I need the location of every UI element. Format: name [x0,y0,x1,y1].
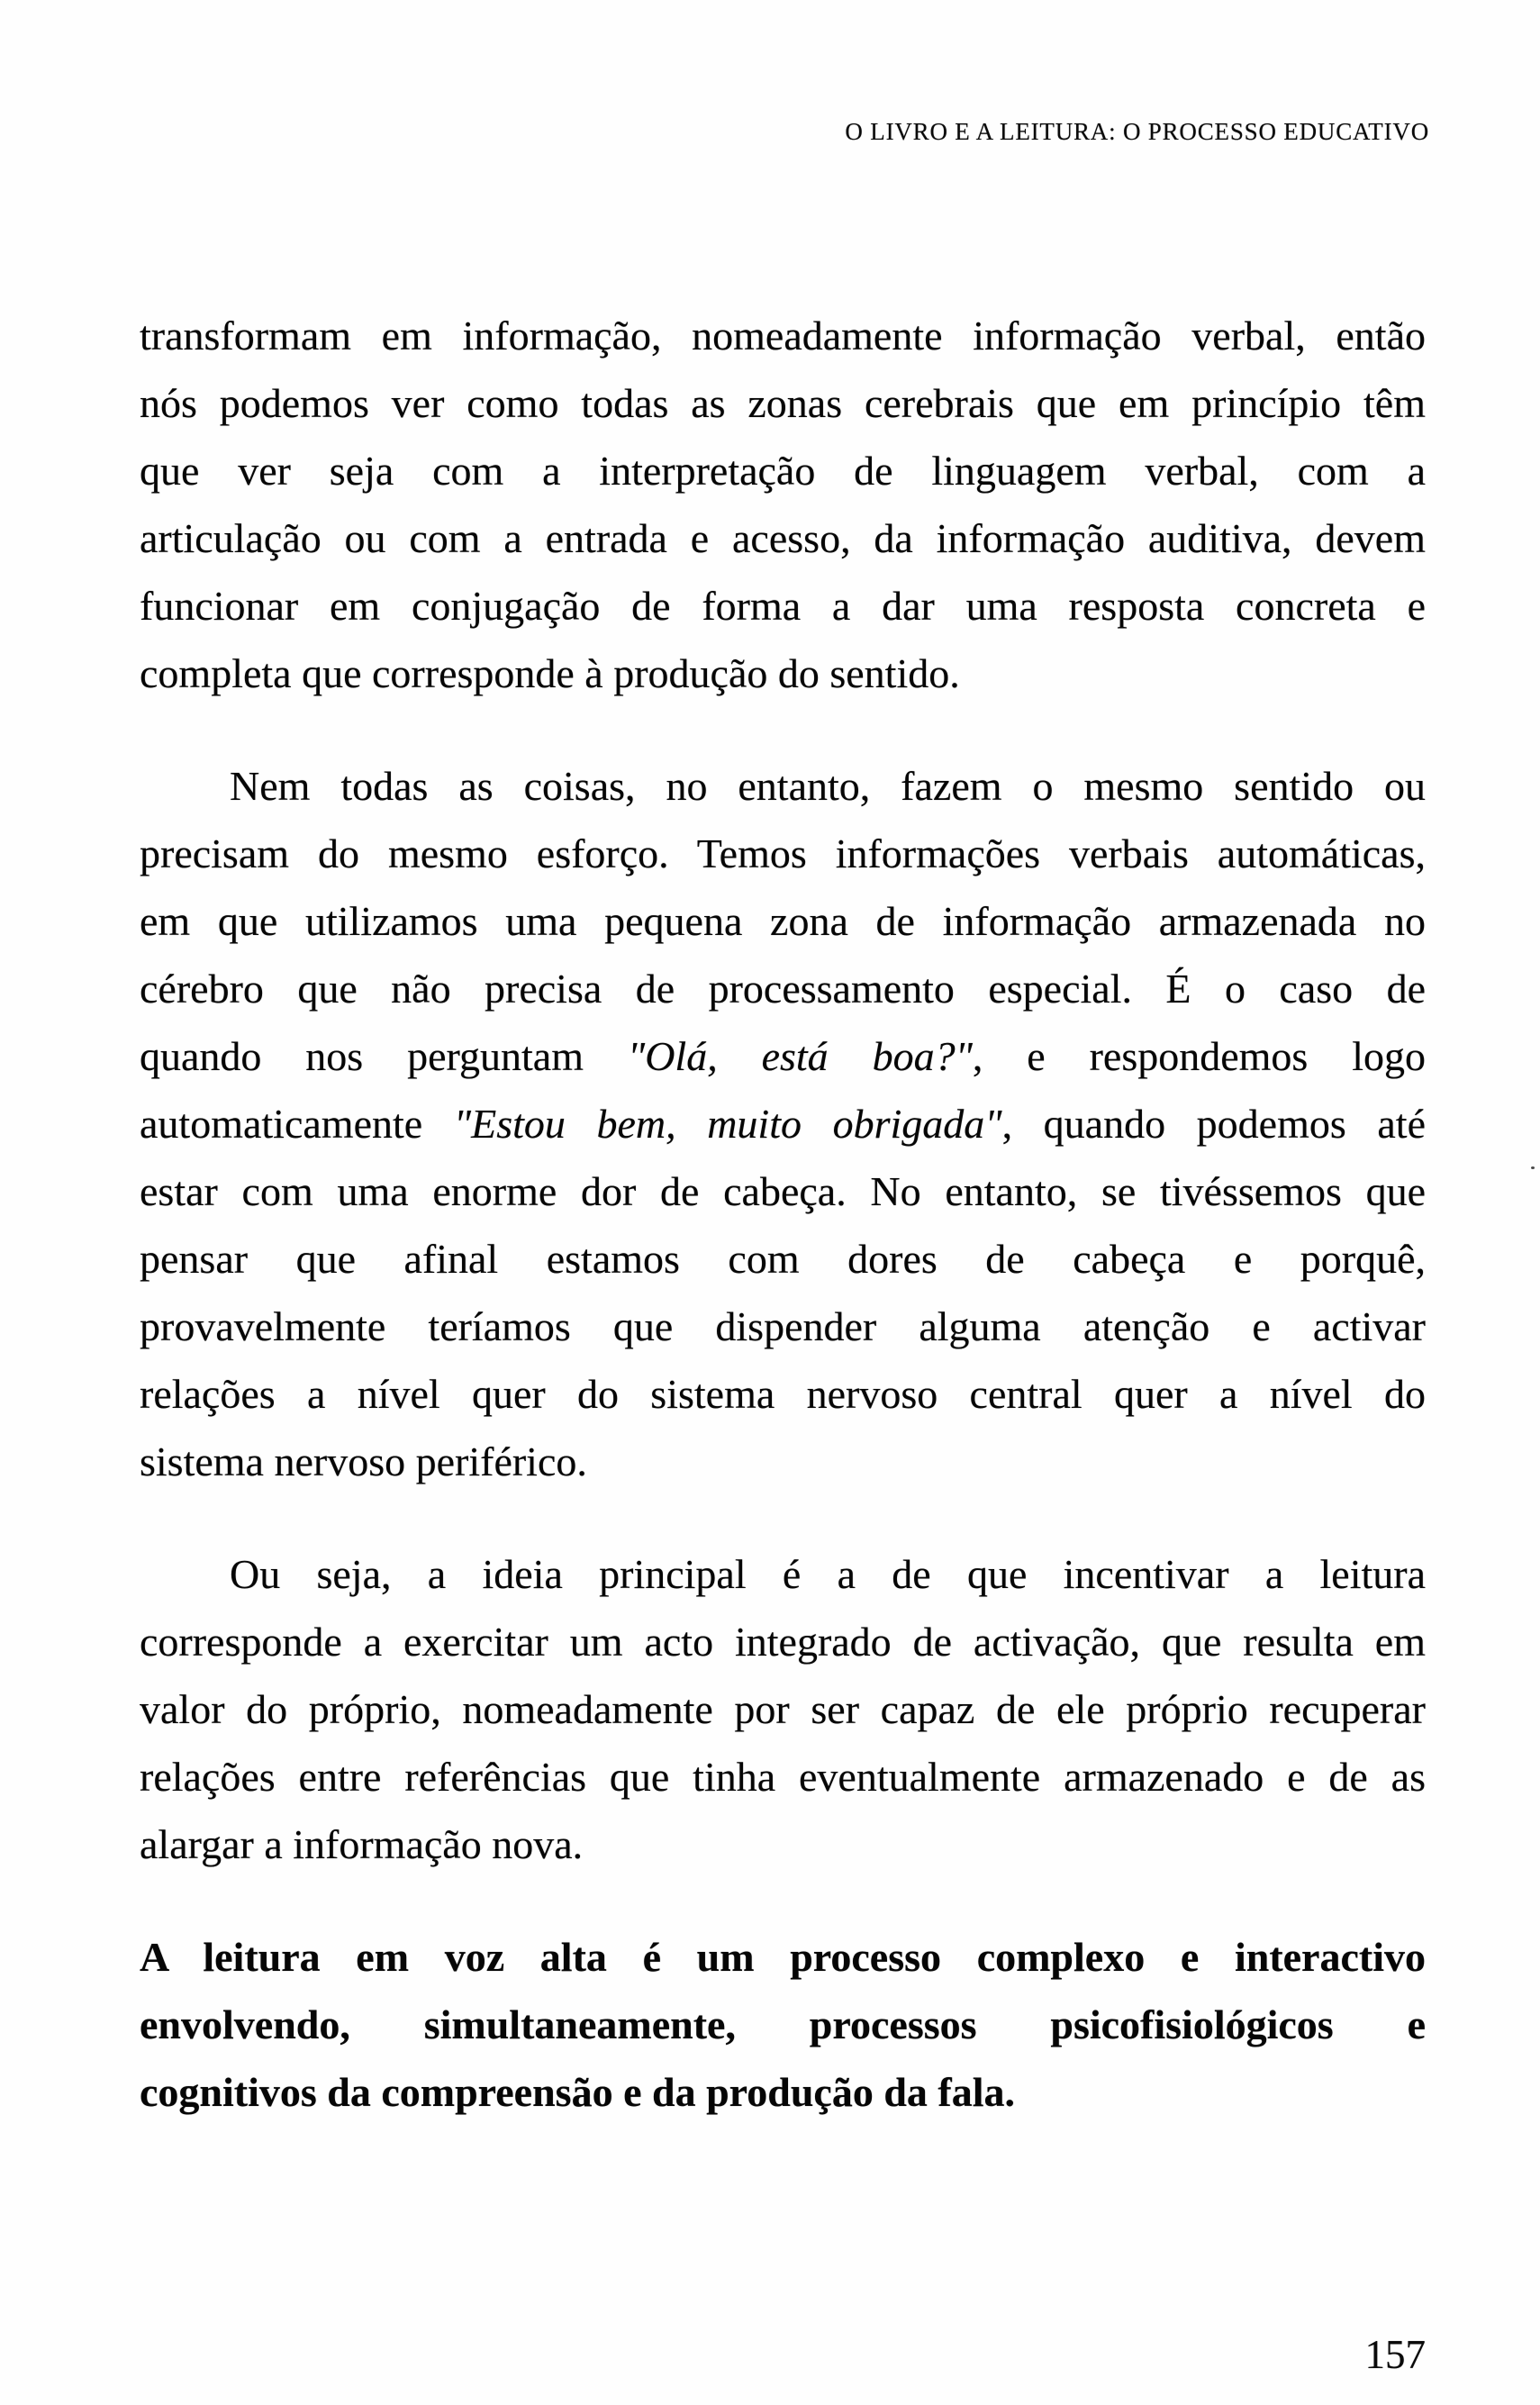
text-segment: , e respondemos logo [972,1033,1426,1079]
text-segment: relações entre referências que tinha eventualmente armazenado e de as [140,1754,1426,1800]
text-segment: transformam em informação, nomeadamente informação verbal, então [140,313,1426,358]
text-segment: Nem todas as coisas, no entanto, fazem o mesmo sentido ou [230,763,1426,809]
text-segment: completa que corresponde à produção do sentido. [140,650,960,696]
text-segment: quando nos perguntam [140,1033,628,1079]
text-line [140,1991,1426,2058]
text-segment: A leitura em voz alta é um processo complexo e interactivo [140,1934,1426,1980]
text-line [140,1743,1426,1811]
text-segment: sistema nervoso periférico. [140,1438,587,1484]
text-segment: envolvendo, simultaneamente, processos psicofisiológicos e [140,2001,1426,2047]
text-line [140,1360,1426,1428]
paragraph-3 [140,1540,1426,1878]
text-segment: precisam do mesmo esforço. Temos informações verbais automáticas, [140,830,1426,876]
text-segment: nós podemos ver como todas as zonas cerebrais que em princípio têm [140,380,1426,426]
text-line [140,302,1426,369]
text-line [140,752,1426,820]
text-line [140,1811,1426,1878]
text-line [140,1293,1426,1360]
paragraph-2 [140,752,1426,1495]
text-segment: cognitivos da compreensão e da produção da fala. [140,2069,1016,2115]
text-line [140,1225,1426,1293]
scan-speck-artifact [1531,1166,1535,1169]
text-line [140,1157,1426,1225]
text-segment: cérebro que não precisa de processamento especial. É o caso de [140,966,1426,1012]
text-line [140,2058,1426,2126]
text-line [140,887,1426,955]
text-segment: provavelmente teríamos que dispender alguma atenção e activar [140,1303,1426,1349]
text-line [140,572,1426,640]
paragraph-4 [140,1923,1426,2126]
text-segment: automaticamente [140,1101,454,1147]
text-segment: valor do próprio, nomeadamente por ser capaz de ele próprio recuperar [140,1686,1426,1732]
page-body [140,302,1426,2126]
text-segment: alargar a informação nova. [140,1821,584,1867]
text-line [140,955,1426,1022]
text-line [140,1022,1426,1090]
page-number: 157 [1364,2332,1426,2377]
text-segment: funcionar em conjugação de forma a dar uma resposta concreta e [140,583,1426,629]
text-line [140,1608,1426,1675]
text-segment: relações a nível quer do sistema nervoso central quer a nível do [140,1371,1426,1417]
text-segment: corresponde a exercitar um acto integrado de activação, que resulta em [140,1619,1426,1665]
italic-quote-segment: "Estou bem, muito obrigada" [453,1101,1002,1147]
text-segment: Ou seja, a ideia principal é a de que incentivar a leitura [230,1551,1426,1597]
running-header: O LIVRO E A LEITURA: O PROCESSO EDUCATIVO [845,118,1429,145]
text-line [140,820,1426,887]
text-line [140,437,1426,504]
paragraph-1 [140,302,1426,707]
text-line [140,1090,1426,1157]
text-line [140,504,1426,572]
text-line [140,640,1426,707]
text-segment: estar com uma enorme dor de cabeça. No entanto, se tivéssemos que [140,1168,1426,1214]
text-line [140,1675,1426,1743]
text-segment: em que utilizamos uma pequena zona de informação armazenada no [140,898,1426,944]
text-segment: , quando podemos até [1001,1101,1426,1147]
text-segment: articulação ou com a entrada e acesso, da informação auditiva, devem [140,515,1426,561]
italic-quote-segment: "Olá, está boa?" [627,1033,973,1079]
text-line [140,1540,1426,1608]
text-line [140,1428,1426,1495]
text-line [140,369,1426,437]
text-segment: pensar que afinal estamos com dores de cabeça e porquê, [140,1236,1426,1282]
text-line [140,1923,1426,1991]
text-segment: que ver seja com a interpretação de linguagem verbal, com a [140,448,1426,494]
